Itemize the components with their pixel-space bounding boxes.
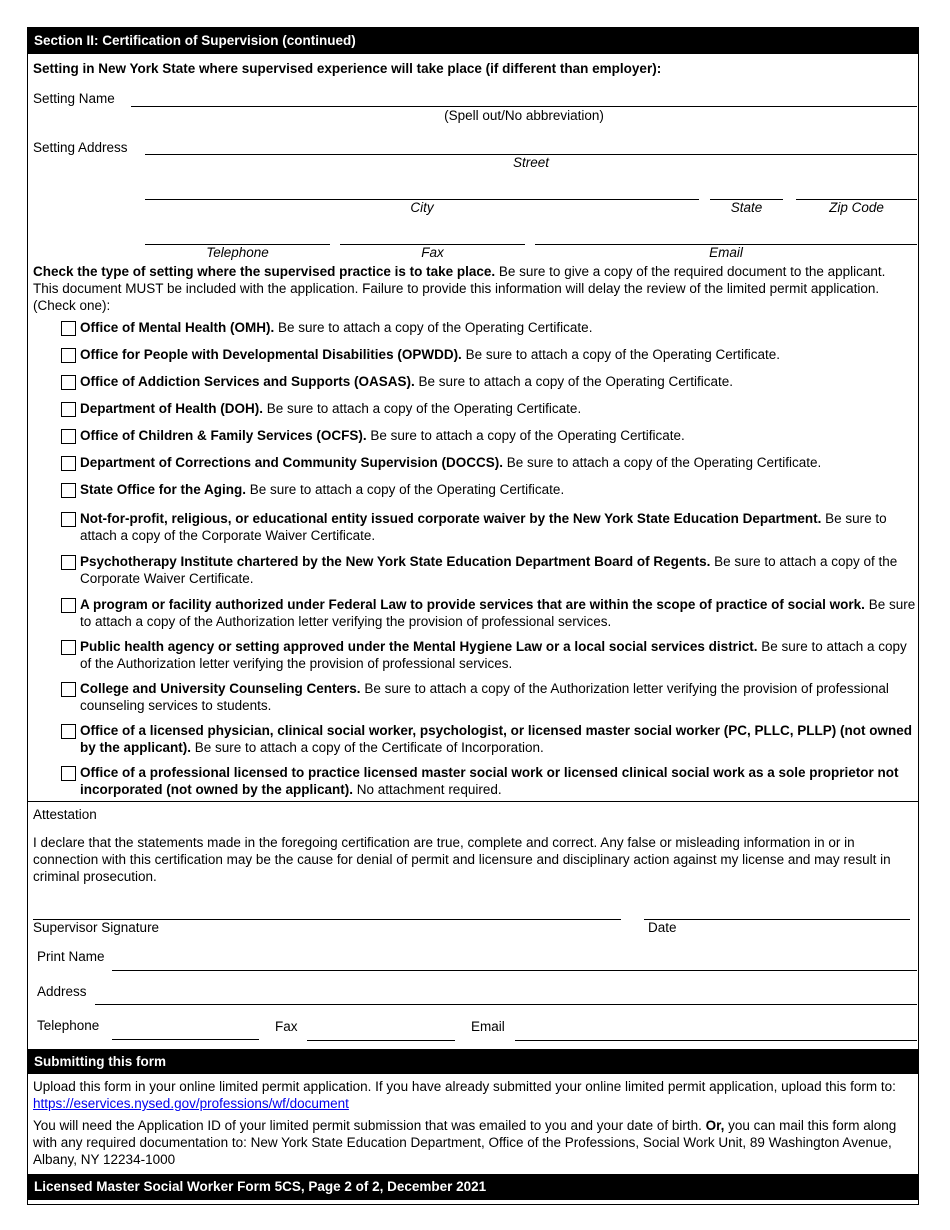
attestation-title: Attestation [33,807,97,822]
submitting-para-2: You will need the Application ID of your limited permit submission that was emailed to you and your date of birth. Or, you can mail this form along with any required documentation to: New York State Education Department, Office of the Professions, Social Work Unit, 89 Washington Avenue, Albany, NY 12234-1000 [33,1118,897,1167]
state-caption: State [730,200,763,215]
supervisor-fax-input[interactable] [307,1040,455,1041]
option-sole-proprietor: Office of a professional licensed to practice licensed master social work or licensed clinical social work as a sole proprietor not incorporated (not owned by the applicant). No attachment required. [80,765,899,797]
checkbox-licensed-office[interactable] [61,724,76,739]
option-oasas: Office of Addiction Services and Supports (OASAS). Be sure to attach a copy of the Operating Certificate. [80,374,733,389]
supervisor-email-input[interactable] [515,1040,917,1041]
email-caption: Email [709,245,743,260]
option-psychotherapy-institute: Psychotherapy Institute chartered by the New York State Education Department Board of Regents. Be sure to attach a copy of the Corporate Waiver Certificate. [80,554,898,586]
setting-name-input[interactable] [131,106,917,107]
option-ocfs: Office of Children & Family Services (OCFS). Be sure to attach a copy of the Operating Certificate. [80,428,685,443]
check-type-instructions [33,263,913,314]
checkbox-oasas[interactable] [61,375,76,390]
option-omh: Office of Mental Health (OMH). Be sure to attach a copy of the Operating Certificate. [80,320,593,335]
date-label: Date [648,920,677,935]
attestation-text: I declare that the statements made in the foregoing certification are true, complete and correct. Any false or misleading information in or in connection with this certification may be the cause for denial of permit and licensure and disciplinary action against my license and may result in criminal prosecution. [33,835,891,884]
option-doccs: Department of Corrections and Community Supervision (DOCCS). Be sure to attach a copy of the Operating Certificate. [80,455,822,470]
option-opwdd: Office for People with Developmental Disabilities (OPWDD). Be sure to attach a copy of the Operating Certificate. [80,347,780,362]
checkbox-psychotherapy-institute[interactable] [61,555,76,570]
fax-label: Fax [275,1019,298,1034]
option-doh: Department of Health (DOH). Be sure to attach a copy of the Operating Certificate. [80,401,582,416]
option-college-counseling: College and University Counseling Centers. Be sure to attach a copy of the Authorization letter verifying the provision of professional counseling services to students. [80,681,889,713]
setting-intro: Setting in New York State where supervised experience will take place (if different than employer): [33,61,662,76]
setting-name-label: Setting Name [33,91,115,106]
fax-caption: Fax [421,245,444,260]
checkbox-not-for-profit[interactable] [61,512,76,527]
checkbox-ocfs[interactable] [61,429,76,444]
option-licensed-office: Office of a licensed physician, clinical social worker, psychologist, or licensed master social worker (PC, PLLC, PLLP) (not owned by the applicant). Be sure to attach a copy of the Certificate of Incorporation. [80,723,912,755]
checkbox-doh[interactable] [61,402,76,417]
checkbox-omh[interactable] [61,321,76,336]
telephone-caption: Telephone [206,245,269,260]
check-type-bold: Check the type of setting where the supervised practice is to take place. [33,264,496,279]
supervisor-telephone-input[interactable] [112,1039,259,1040]
email-label: Email [471,1019,505,1034]
form-footer: Licensed Master Social Worker Form 5CS, Page 2 of 2, December 2021 [27,1174,919,1200]
checkbox-aging[interactable] [61,483,76,498]
setting-name-caption: (Spell out/No abbreviation) [444,108,604,123]
upload-link[interactable]: https://eservices.nysed.gov/professions/wf/document [33,1096,349,1111]
print-name-input[interactable] [112,970,917,971]
checkbox-sole-proprietor[interactable] [61,766,76,781]
submitting-para-1: Upload this form in your online limited permit application. If you have already submitted your online limited permit application, upload this form to: https://eservices.nysed.gov/professions/wf/document [33,1079,896,1111]
telephone-label: Telephone [37,1018,100,1033]
option-public-health: Public health agency or setting approved under the Mental Hygiene Law or a local social services district. Be sure to attach a copy of the Authorization letter verifying the provision of professional services. [80,639,907,671]
street-caption: Street [512,155,550,170]
checkbox-college-counseling[interactable] [61,682,76,697]
address-label: Address [37,984,87,999]
address-input[interactable] [95,1004,917,1005]
setting-address-label: Setting Address [33,140,128,155]
submitting-header: Submitting this form [27,1049,919,1074]
checkbox-doccs[interactable] [61,456,76,471]
option-federal-program: A program or facility authorized under Federal Law to provide services that are within the scope of practice of social work. Be sure to attach a copy of the Authorization letter verifying the provision of professional services. [80,597,916,629]
section-header: Section II: Certification of Supervision (continued) [27,28,919,54]
city-caption: City [410,200,434,215]
option-aging: State Office for the Aging. Be sure to attach a copy of the Operating Certificate. [80,482,565,497]
checkbox-opwdd[interactable] [61,348,76,363]
checkbox-federal-program[interactable] [61,598,76,613]
checkbox-public-health[interactable] [61,640,76,655]
check-type-rest: Be sure to give a copy of the required document to the applicant. This document MUST be included with the application. Failure to provide this information will delay the review of the limited permit application. (Check one): [33,264,886,313]
option-not-for-profit: Not-for-profit, religious, or educational entity issued corporate waiver by the New York State Education Department. Be sure to attach a copy of the Corporate Waiver Certificate. [80,511,887,543]
supervisor-signature-label: Supervisor Signature [33,920,160,935]
divider [27,801,919,802]
zip-caption: Zip Code [829,200,884,215]
date-input[interactable] [644,919,910,920]
print-name-label: Print Name [37,949,105,964]
